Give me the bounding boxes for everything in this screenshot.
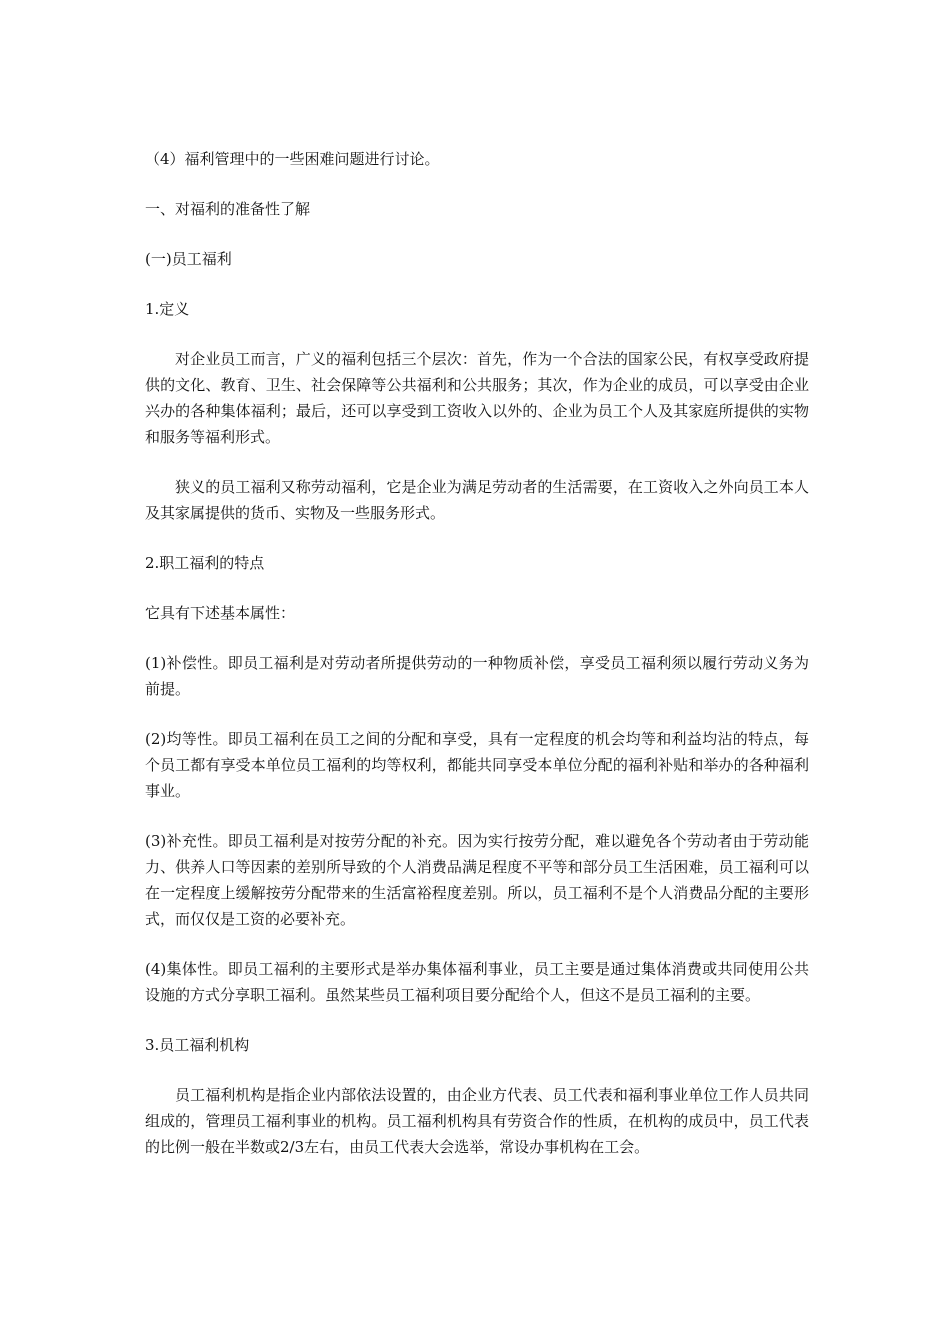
- heading-characteristics: 2.职工福利的特点: [145, 554, 265, 572]
- attribute-collective: (4)集体性。即员工福利的主要形式是举办集体福利事业，员工主要是通过集体消费或共同使用公共设施的方式分享职工福利。虽然某些员工福利项目要分配给个人，但这不是员工福利的主要。: [145, 960, 809, 1004]
- paragraph-broad-definition: 对企业员工而言，广义的福利包括三个层次：首先，作为一个合法的国家公民，有权享受政府提供的文化、教育、卫生、社会保障等公共福利和公共服务；其次，作为企业的成员，可以享受由企业兴办的各种集体福利；最后，还可以享受到工资收入以外的、企业为员工个人及其家庭所提供的实物和服务等福利形式。: [145, 350, 809, 446]
- document-page: [145, 146, 809, 1160]
- attributes-intro: 它具有下述基本属性：: [145, 604, 296, 622]
- subsection-heading-employee-welfare: (一)员工福利: [145, 250, 232, 268]
- heading-definition: 1.定义: [145, 300, 190, 318]
- section-heading-1: 一、对福利的准备性了解: [145, 200, 311, 218]
- heading-welfare-institution: 3.员工福利机构: [145, 1036, 250, 1054]
- paragraph-welfare-institution: 员工福利机构是指企业内部依法设置的，由企业方代表、员工代表和福利事业单位工作人员共同组成的，管理员工福利事业的机构。员工福利机构具有劳资合作的性质，在机构的成员中，员工代表的比例一般在半数或2/3左右，由员工代表大会选举，常设办事机构在工会。: [145, 1086, 809, 1156]
- attribute-compensation: (1)补偿性。即员工福利是对劳动者所提供劳动的一种物质补偿，享受员工福利须以履行劳动义务为前提。: [145, 654, 809, 698]
- attribute-equality: (2)均等性。即员工福利在员工之间的分配和享受，具有一定程度的机会均等和利益均沾的特点，每个员工都有享受本单位员工福利的均等权利，都能共同享受本单位分配的福利补贴和举办的各种福利事业。: [145, 730, 809, 800]
- paragraph-narrow-definition: 狭义的员工福利又称劳动福利，它是企业为满足劳动者的生活需要，在工资收入之外向员工本人及其家属提供的货币、实物及一些服务形式。: [145, 478, 809, 522]
- intro-item-4: （4）福利管理中的一些困难问题进行讨论。: [145, 150, 440, 168]
- attribute-supplementary: (3)补充性。即员工福利是对按劳分配的补充。因为实行按劳分配，难以避免各个劳动者由于劳动能力、供养人口等因素的差别所导致的个人消费品满足程度不平等和部分员工生活困难，员工福利可以在一定程度上缓解按劳分配带来的生活富裕程度差别。所以，员工福利不是个人消费品分配的主要形式，而仅仅是工资的必要补充。: [145, 832, 809, 928]
